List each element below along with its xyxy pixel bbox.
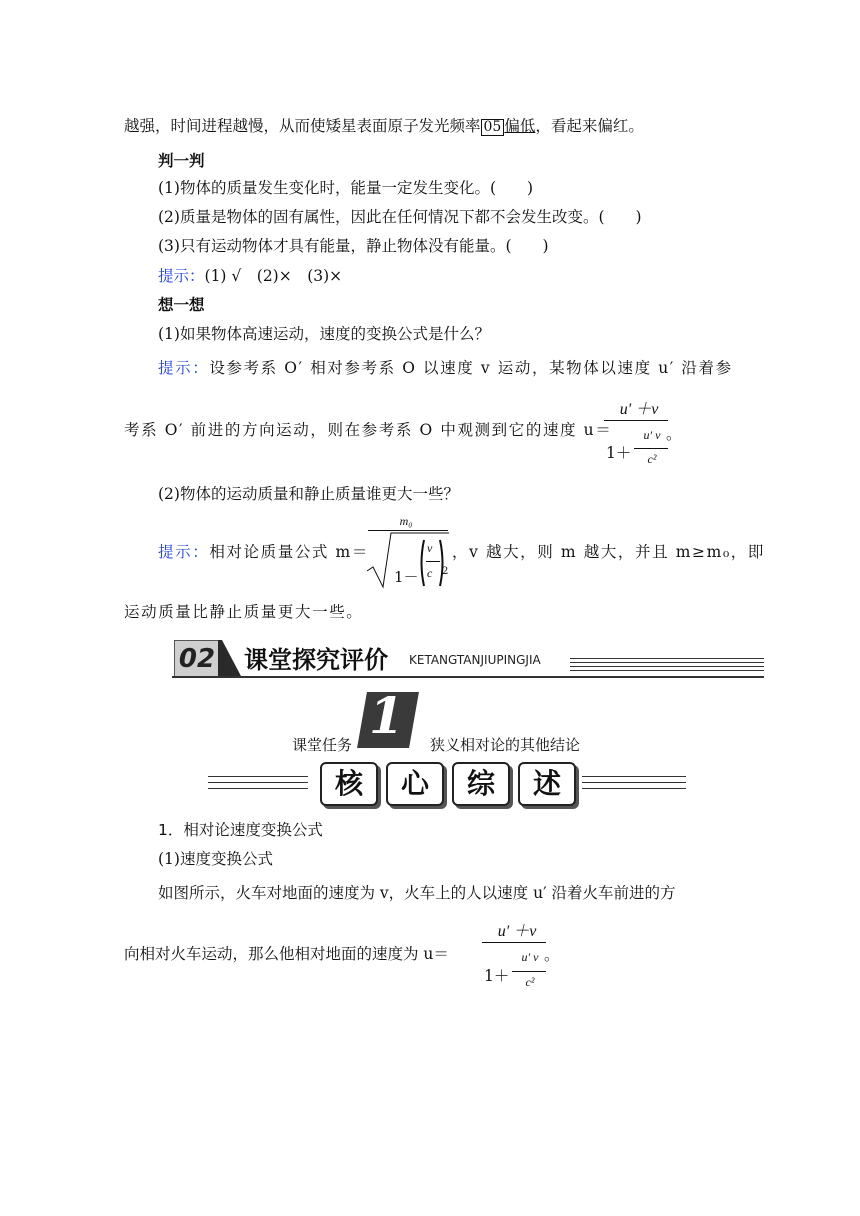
judge-question-3: (3)只有运动物体才具有能量，静止物体没有能量。( ) <box>158 237 549 255</box>
think-hint-2-line2: 运动质量比静止质量更大一些。 <box>124 603 364 621</box>
banner-line-4 <box>570 670 764 671</box>
banner-title: 课堂探究评价 <box>244 646 388 674</box>
core-left-line-1 <box>208 776 308 777</box>
think-hint-1-line2: 考系 O′ 前进的方向运动，则在参考系 O 中观测到它的速度 u＝ <box>124 421 613 439</box>
mass-formula-numerator: m₀ <box>399 514 413 528</box>
formula-fraction-line <box>604 420 668 421</box>
formula2-inner-line <box>512 971 546 972</box>
blank-answer: 偏低 <box>504 117 536 135</box>
judge-question-1: (1)物体的质量发生变化时，能量一定发生变化。( ) <box>158 179 534 197</box>
banner-line-3 <box>570 666 764 667</box>
top-text-after: ，看起来偏红。 <box>535 117 644 135</box>
think-hint-2-line1 <box>158 540 369 562</box>
think-heading: 想一想 <box>158 296 205 314</box>
formula2-period: 。 <box>544 946 560 964</box>
mass-formula-v: v <box>427 541 433 555</box>
mass-formula-one-minus: 1－ <box>394 568 419 586</box>
core-char-4: 述 <box>518 762 576 806</box>
judge-hint <box>158 264 342 286</box>
formula2-den-numerator: u′ v <box>521 950 539 964</box>
banner-line-2 <box>570 662 764 663</box>
banner-pinyin: KETANGTANJIUPINGJIA <box>409 653 541 667</box>
section-1-heading: 1．相对论速度变换公式 <box>158 821 323 839</box>
hint-label: 提示： <box>158 359 210 377</box>
task-number: 1 <box>369 686 404 745</box>
formula-den-numerator: u′ v <box>643 428 661 442</box>
formula-den-one: 1＋ <box>606 444 632 462</box>
judge-heading: 判一判 <box>158 152 205 170</box>
formula2-numerator: u′ ＋v <box>497 923 537 940</box>
banner-line-1 <box>570 658 764 659</box>
task-title: 狭义相对论的其他结论 <box>430 736 581 754</box>
section-1-p1: 如图所示，火车对地面的速度为 v，火车上的人以速度 u′ 沿着火车前进的方 <box>158 884 676 902</box>
judge-question-2: (2)质量是物体的固有属性，因此在任何情况下都不会发生改变。( ) <box>158 208 642 226</box>
hint-label: 提示： <box>158 267 205 285</box>
task-label: 课堂任务 <box>292 736 353 754</box>
think-question-1: (1)如果物体高速运动，速度的变换公式是什么？ <box>158 325 490 343</box>
core-right-line-3 <box>582 788 686 789</box>
core-left-line-3 <box>208 788 308 789</box>
banner-number: 02 <box>174 640 220 678</box>
banner-arrow-icon <box>218 640 242 678</box>
top-text-line <box>124 114 644 136</box>
formula-den-denominator: c² <box>647 452 657 466</box>
formula-inner-line <box>634 448 668 449</box>
mass-formula-exponent: 2 <box>442 566 449 577</box>
core-right-line-2 <box>582 782 686 783</box>
banner-underline <box>172 676 764 678</box>
think-hint-2-text: 相对论质量公式 m＝ <box>209 543 369 561</box>
core-right-line-1 <box>582 776 686 777</box>
think-hint-1-text: 设参考系 O′ 相对参考系 O 以速度 v 运动，某物体以速度 u′ 沿着参 <box>209 359 733 377</box>
top-text-before: 越强，时间进程越慢，从而使矮星表面原子发光频率 <box>124 117 481 135</box>
core-char-1: 核 <box>320 762 378 806</box>
section-1-p2: 向相对火车运动，那么他相对地面的速度为 u＝ <box>124 945 449 963</box>
mass-formula-inner-line <box>426 561 440 562</box>
core-char-2: 心 <box>386 762 444 806</box>
blank-answer-group <box>481 117 536 135</box>
formula-period: 。 <box>666 425 682 443</box>
paren-bracket-icon <box>418 538 448 588</box>
core-left-line-2 <box>208 782 308 783</box>
formula-numerator: u′ ＋v <box>619 401 659 418</box>
judge-hint-answers: (1) √ (2)× (3)× <box>204 267 343 285</box>
section-1-sub: (1)速度变换公式 <box>158 850 273 868</box>
mass-formula-c: c <box>427 566 433 580</box>
hint-label: 提示： <box>158 543 210 561</box>
core-char-3: 综 <box>452 762 510 806</box>
think-hint-2-rest: ，v 越大，则 m 越大，并且 m≥m₀，即 <box>452 543 765 561</box>
think-hint-1-line1 <box>158 356 733 378</box>
formula2-den-one: 1＋ <box>484 967 510 985</box>
blank-number: 05 <box>481 119 505 136</box>
formula2-fraction-line <box>482 942 546 943</box>
formula2-den-denominator: c² <box>525 975 535 989</box>
think-question-2: (2)物体的运动质量和静止质量谁更大一些？ <box>158 485 459 503</box>
